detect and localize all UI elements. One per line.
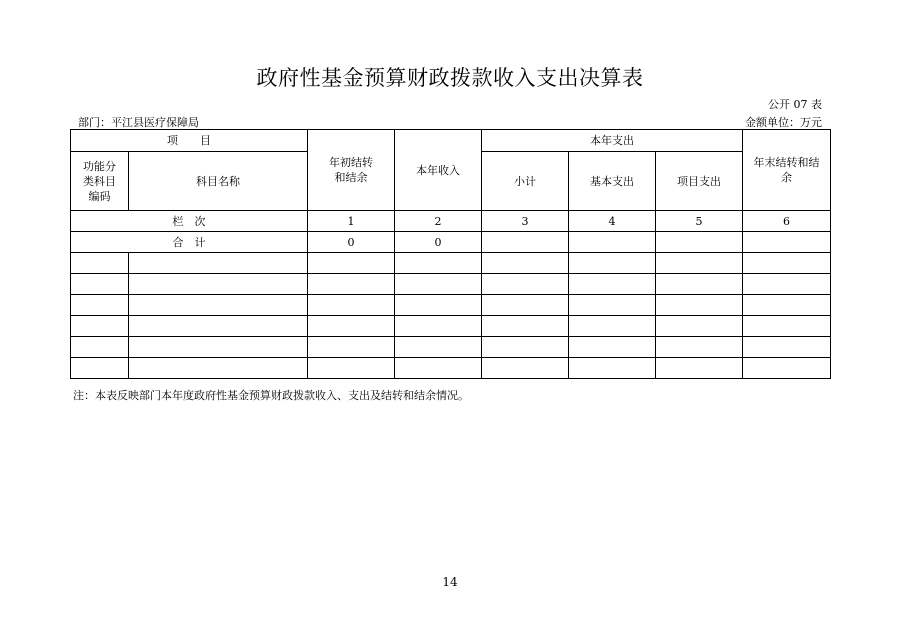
table-cell [656,295,743,316]
table-cell [308,295,395,316]
table-cell [71,358,129,379]
table-cell [482,274,569,295]
table-cell [482,337,569,358]
table-cell [308,274,395,295]
table-id: 公开 07 表 [768,98,822,111]
column-number-row [71,211,831,232]
table-cell [656,337,743,358]
table-cell [482,295,569,316]
project-header: 项目支出 [656,152,743,211]
table-cell [482,253,569,274]
closing-balance-header: 年末结转和结余 [743,130,831,211]
column-number: 6 [743,211,831,232]
column-number-label: 栏 次 [71,211,308,232]
unit-label: 金额单位：万元 [745,116,822,129]
total-value: 0 [308,232,395,253]
table-cell [395,358,482,379]
table-row [71,358,831,379]
total-value [569,232,656,253]
table-cell [71,295,129,316]
table-cell [569,337,656,358]
subject-name-header: 科目名称 [129,152,308,211]
table-cell [129,358,308,379]
table-cell [71,274,129,295]
table-cell [395,316,482,337]
table-cell [308,337,395,358]
table-cell [743,316,831,337]
table-cell [656,316,743,337]
table-row [71,295,831,316]
table-cell [569,295,656,316]
table-row [71,253,831,274]
table-cell [569,253,656,274]
total-value [743,232,831,253]
table-cell [129,316,308,337]
footnote: 注：本表反映部门本年度政府性基金预算财政拨款收入、支出及结转和结余情况。 [73,389,469,402]
table-cell [395,253,482,274]
total-label: 合 计 [71,232,308,253]
table-cell [743,253,831,274]
table-row [71,337,831,358]
header-row-1 [71,130,831,152]
total-row [71,232,831,253]
table-cell [482,316,569,337]
table-row [71,274,831,295]
total-value [656,232,743,253]
table-cell [743,274,831,295]
expenditure-group-header: 本年支出 [482,130,743,152]
table-cell [129,337,308,358]
table-cell [308,253,395,274]
table-row [71,316,831,337]
subtotal-header: 小计 [482,152,569,211]
table-cell [743,295,831,316]
column-number: 4 [569,211,656,232]
budget-table [70,129,831,379]
table-cell [395,337,482,358]
opening-balance-header: 年初结转和结余 [308,130,395,211]
income-header: 本年收入 [395,130,482,211]
table-cell [569,316,656,337]
table-cell [656,358,743,379]
table-cell [129,295,308,316]
table-cell [71,337,129,358]
table-cell [482,358,569,379]
column-number: 3 [482,211,569,232]
table-cell [308,316,395,337]
total-value: 0 [395,232,482,253]
column-number: 1 [308,211,395,232]
func-code-header: 功能分类科目编码 [71,152,129,211]
total-value [482,232,569,253]
table-cell [395,295,482,316]
table-cell [395,274,482,295]
column-number: 5 [656,211,743,232]
table-cell [743,358,831,379]
table-cell [569,358,656,379]
table-cell [71,316,129,337]
table-cell [308,358,395,379]
table-cell [129,253,308,274]
table-cell [569,274,656,295]
item-group-header: 项 目 [71,130,308,152]
table-cell [129,274,308,295]
table-cell [656,274,743,295]
basic-header: 基本支出 [569,152,656,211]
table-cell [71,253,129,274]
table-cell [743,337,831,358]
page-title: 政府性基金预算财政拨款收入支出决算表 [256,66,644,90]
table-cell [656,253,743,274]
department-label: 部门：平江县医疗保障局 [78,116,199,129]
column-number: 2 [395,211,482,232]
page-number: 14 [442,575,458,589]
